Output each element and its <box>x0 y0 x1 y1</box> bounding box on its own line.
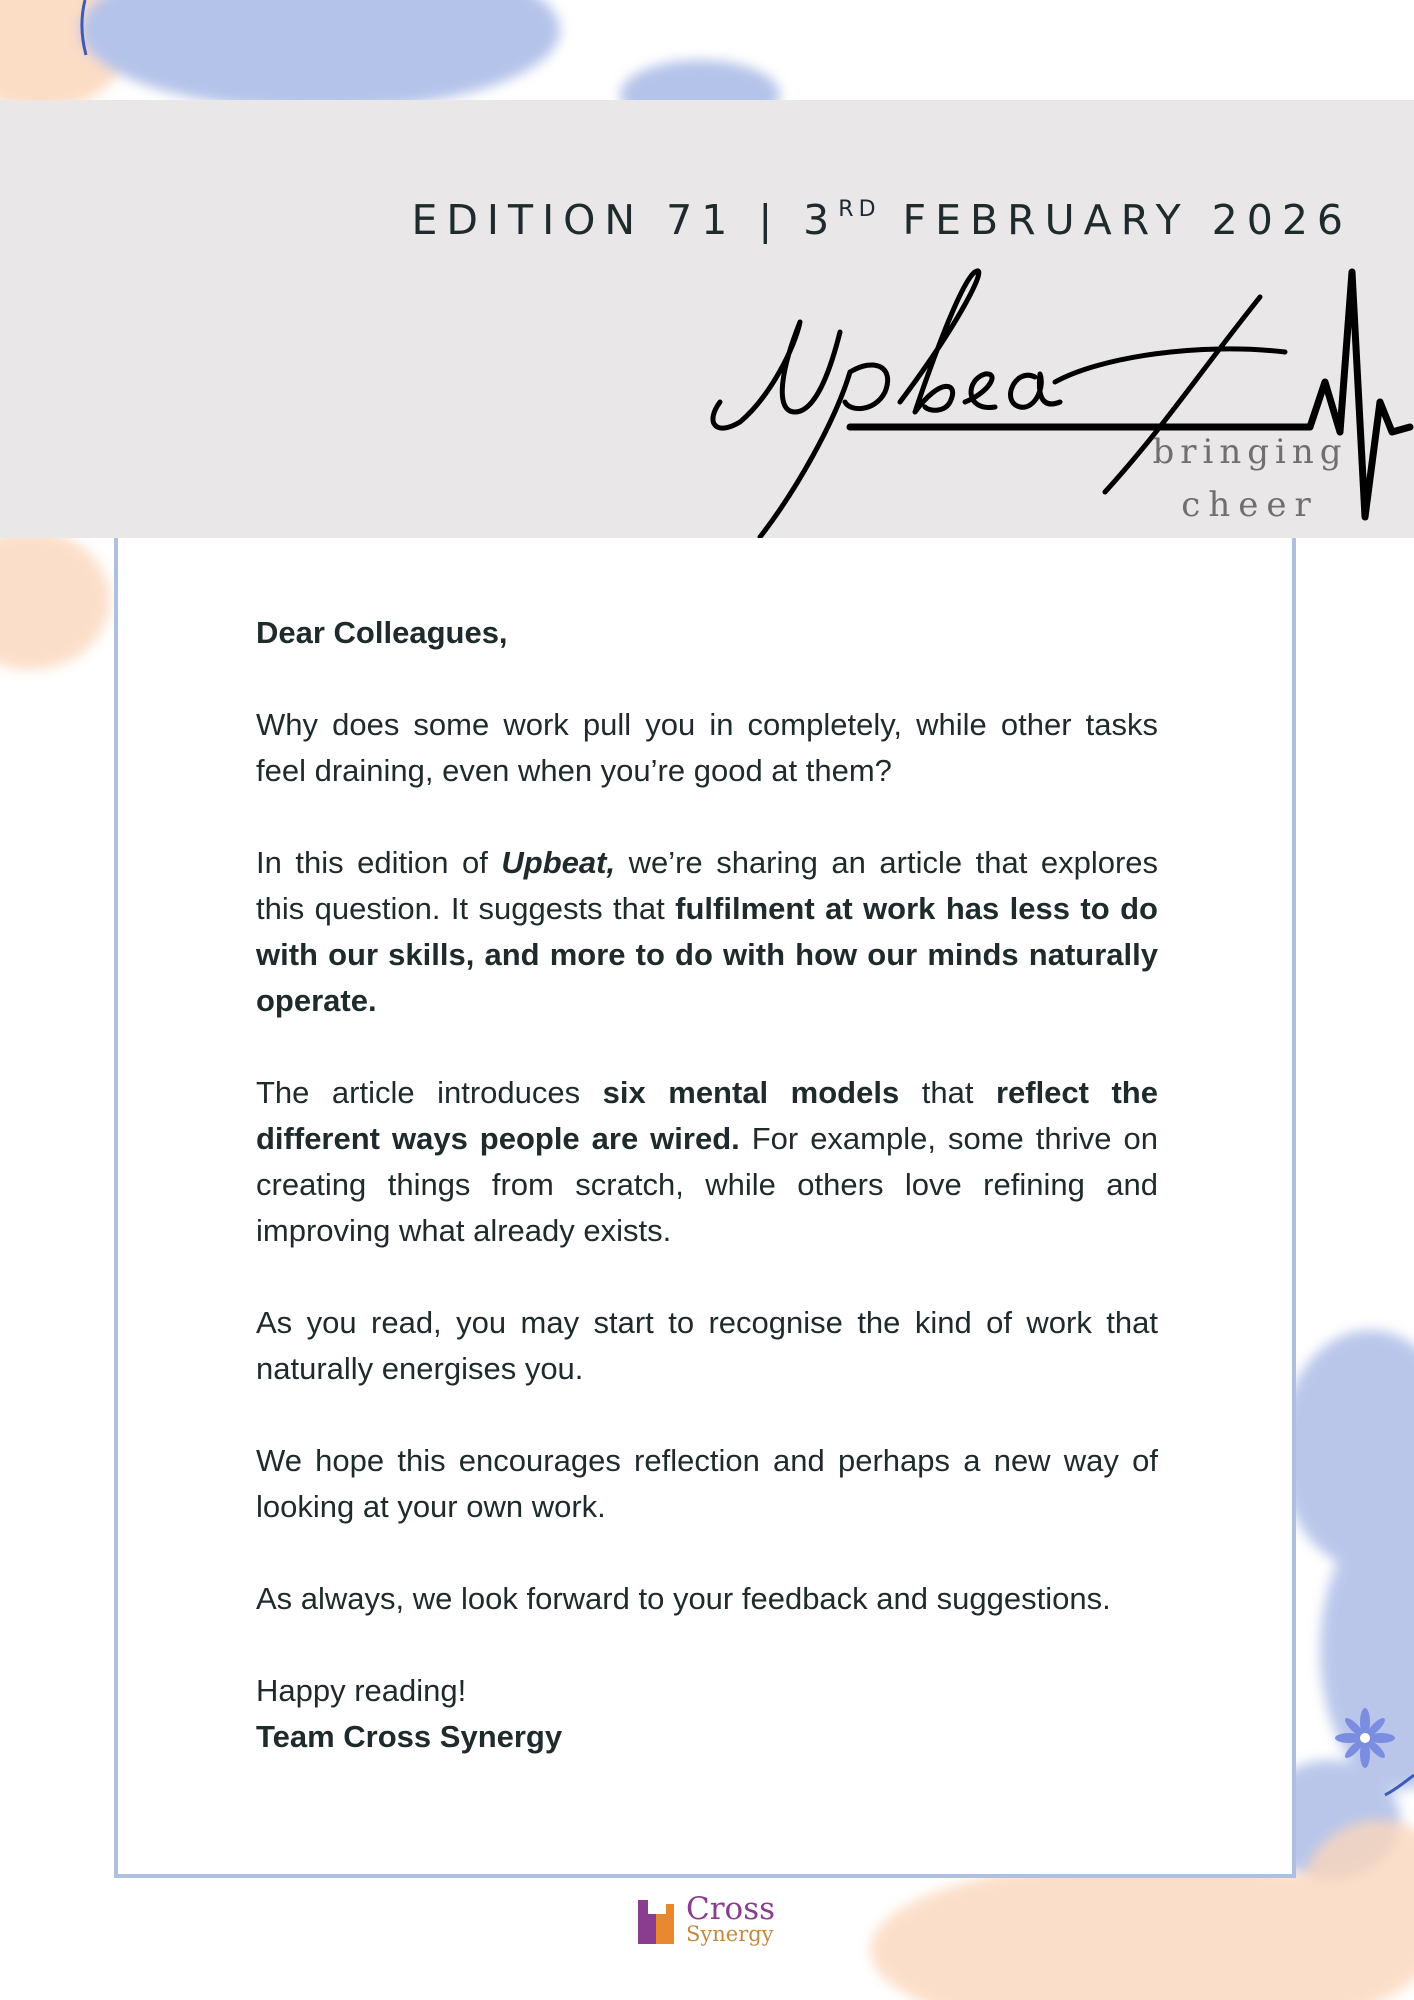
letter-body <box>256 610 1158 1760</box>
paragraph-6: As always, we look forward to your feedback and suggestions. <box>256 1581 1111 1616</box>
greeting: Dear Colleagues, <box>256 615 508 650</box>
closing-line: Happy reading! <box>256 1673 467 1708</box>
cross-synergy-logo: Cross Synergy <box>634 1890 784 1956</box>
tagline-line1: bringing <box>1152 432 1348 472</box>
tagline-line2: cheer <box>1181 485 1319 525</box>
upbeat-emphasis: Upbeat, <box>501 845 616 880</box>
signature: Team Cross Synergy <box>256 1719 563 1754</box>
paragraph-2: In this edition of Upbeat, we’re sharing an article that explores this question. It suggests that fulfilment at work has less to do with our skills, and more to do with how our minds naturally operate. <box>256 845 1159 1018</box>
paragraph-1: Why does some work pull you in completely, while other tasks feel draining, even when you’re good at them? <box>256 707 1158 788</box>
paragraph-5: We hope this encourages reflection and perhaps a new way of looking at your own work. <box>256 1443 1158 1524</box>
paragraph-3: The article introduces six mental models that reflect the different ways people are wired. For example, some thrive on creating things from scratch, while others love refining and improving what already exists. <box>256 1075 1158 1248</box>
cross-synergy-mark-icon <box>634 1894 684 1950</box>
paragraph-4: As you read, you may start to recognise the kind of work that naturally energises you. <box>256 1305 1158 1386</box>
edition-date: EDITION 71 | 3RD FEBRUARY 2026 <box>411 196 1352 244</box>
key-idea: fulfilment at work has less to do with our skills, and more to do with how our minds naturally operate. <box>256 891 1158 1018</box>
